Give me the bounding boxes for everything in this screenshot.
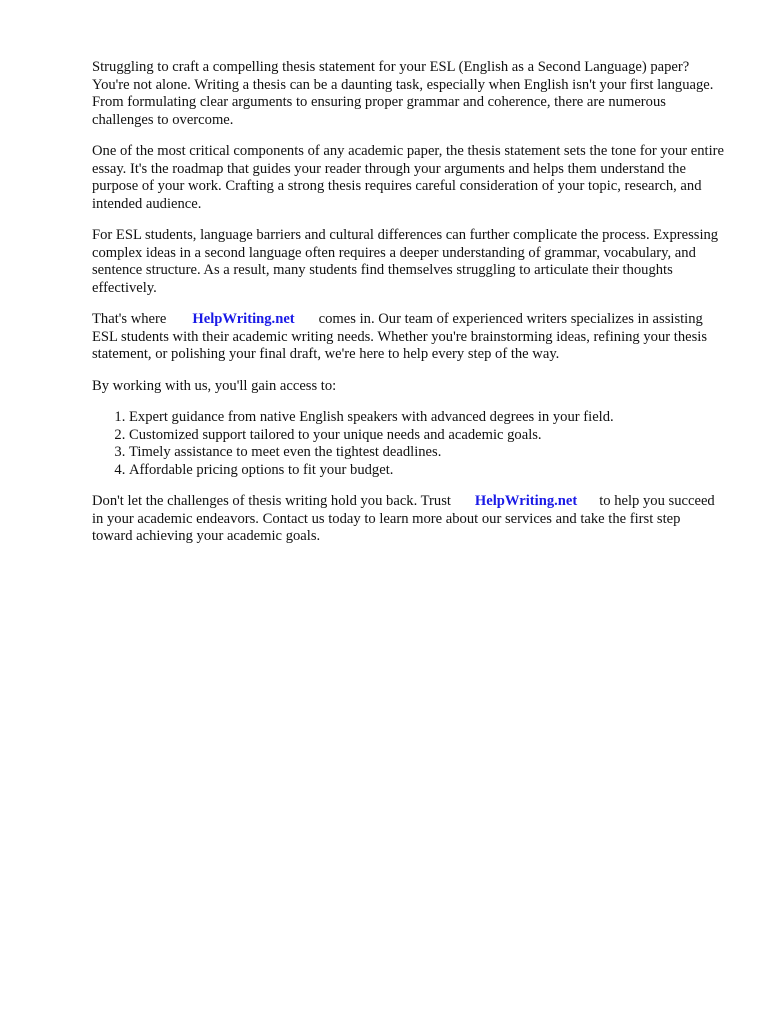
service-intro-paragraph [92,311,724,364]
closing-rest: to help you succeed in your academic endeavors. Contact us today to learn more about our services and take the first step toward achieving your academic goals. [92,493,715,544]
document-page [92,59,724,560]
helpwriting-link[interactable]: HelpWriting.net [192,311,295,327]
helpwriting-link[interactable]: HelpWriting.net [474,493,578,509]
intro-paragraph: Struggling to craft a compelling thesis statement for your ESL (English as a Second Language) paper? You're not alone. Writing a thesis can be a daunting task, especially when English isn't your first language. From formulating clear arguments to ensuring proper grammar and coherence, there are numerous challenges to overcome. [92,59,714,128]
service-intro-rest: comes in. Our team of experienced writers specializes in assisting ESL students with their academic writing needs. Whether you're brainstorming ideas, refining your thesis statement, or polishing your final draft, we're here to help every step of the way. [92,311,708,362]
benefits-intro-paragraph: By working with us, you'll gain access to: [92,377,337,394]
list-item: 2. Customized support tailored to your unique needs and academic goals. [129,427,724,445]
closing-lead: Don't let the challenges of thesis writing hold you back. Trust [92,493,451,509]
service-intro-lead: That's where [92,311,167,327]
list-item: 3. Timely assistance to meet even the tightest deadlines. [129,444,724,462]
list-item: 4. Affordable pricing options to fit your budget. [129,462,724,480]
esl-challenges-paragraph: For ESL students, language barriers and cultural differences can further complicate the process. Expressing complex ideas in a second language often requires a deeper understanding of grammar, vocabulary, and sentence structure. As a result, many students find themselves struggling to articulate their thoughts effectively. [92,227,719,296]
list-item: 1. Expert guidance from native English speakers with advanced degrees in your field. [129,409,724,427]
closing-paragraph [92,493,724,546]
benefits-list [92,409,724,479]
thesis-importance-paragraph: One of the most critical components of any academic paper, the thesis statement sets the tone for your entire essay. It's the roadmap that guides your reader through your arguments and helps them understand the purpose of your work. Crafting a strong thesis requires careful consideration of your topic, research, and intended audience. [92,143,725,212]
